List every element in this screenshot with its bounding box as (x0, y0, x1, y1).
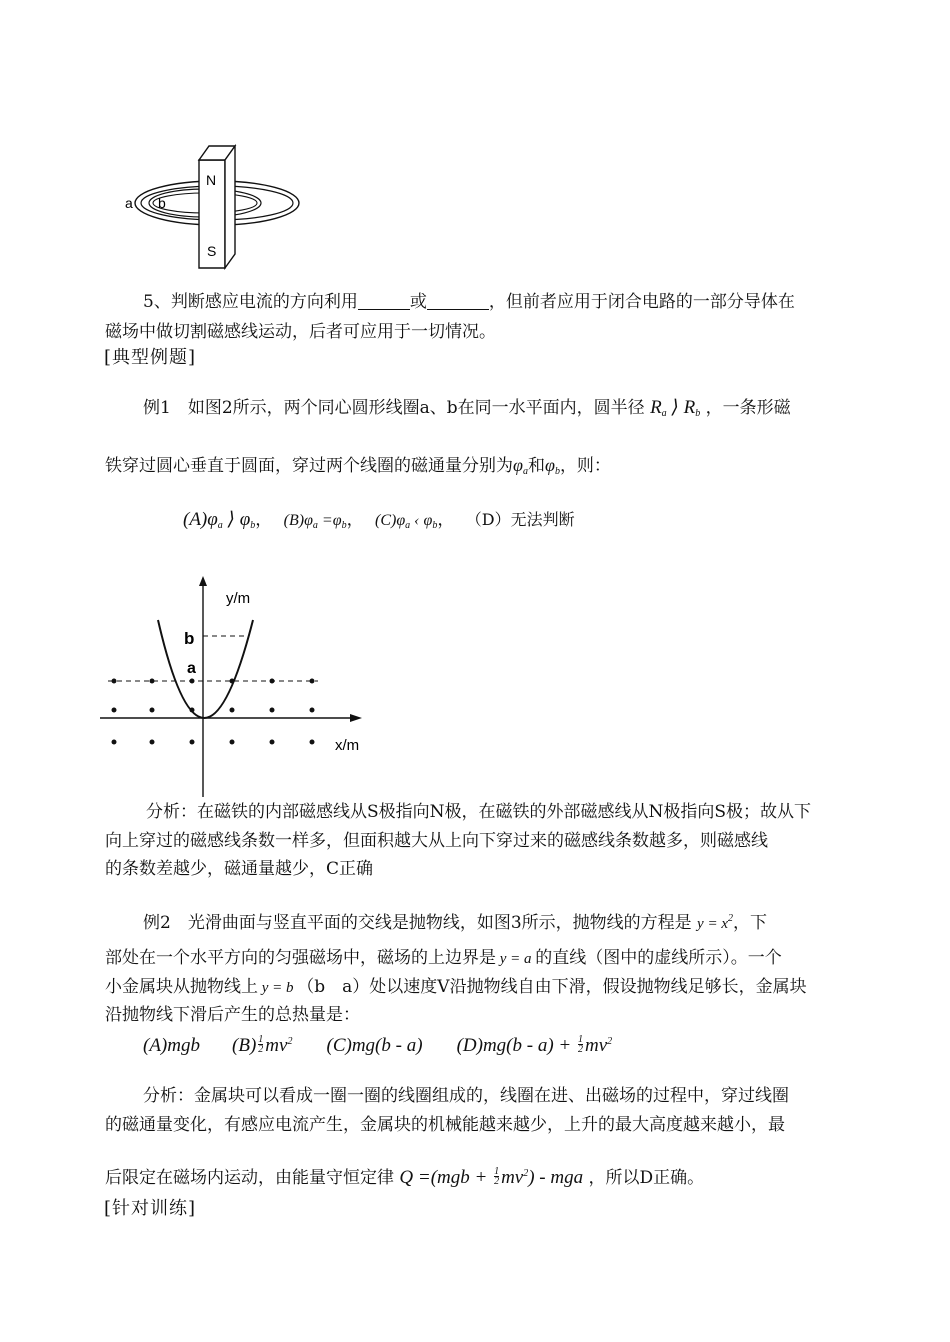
q5-line1 (143, 290, 795, 314)
field-dots (112, 679, 315, 745)
x-axis-arrow (350, 714, 362, 722)
q5-text-line2: 磁场中做切割磁感线运动，后者可应用于一切情况。 (105, 322, 496, 342)
ex1-text-post: ，一条形磁 (705, 398, 791, 418)
label-s: S (207, 243, 217, 259)
phi-a: $\varphi_a$ (513, 455, 528, 477)
ex1-line2-pre: 铁穿过圆心垂直于圆面，穿过两个线圈的磁通量分别为 (105, 456, 513, 476)
y-axis-arrow (199, 576, 207, 586)
boundary-equation: y = a (496, 951, 536, 967)
x-axis-label: x/m (335, 737, 360, 754)
analysis1-line2: 向上穿过的磁感线条数一样多，但面积越大从上向下穿过来的磁感线条数越多，则磁感线 (105, 831, 768, 851)
parabola-figure (100, 572, 380, 802)
blank-2 (427, 292, 489, 310)
ex1-line2-mid: 和 (527, 456, 545, 476)
section-typical-heading: [典型例题] (104, 347, 197, 368)
label-n: N (206, 172, 217, 188)
q5-line2 (105, 320, 496, 344)
q5-text-or: 或 (409, 292, 427, 312)
ex1-options: $(A)\varphi_a$ ⟩ $\varphi_b$， $(B)\varphi_a =\varphi_b$， $(C)\varphi_a$ ‹ $\varphi_b$， （D）无法判断 (183, 509, 575, 531)
ex2-option-d: (D)mg(b - a) + $\frac{1}{2}$ $mv^2$ (456, 1034, 613, 1056)
parabola-curve (158, 620, 253, 718)
analysis2-line1: 分析：金属块可以看成一圈一圈的线圈组成的，线圈在进、出磁场的过程中，穿过线圈 (143, 1086, 789, 1106)
q5-text-pre: 5、判断感应电流的方向利用 (143, 292, 358, 312)
frac-half-d: $\frac{1}{2}$ (577, 1034, 583, 1055)
ex1-option-c: $(C)\varphi_a$ ‹ $\varphi_b$ (374, 512, 438, 531)
ex2-line2: 部处在一个水平方向的匀强磁场中，磁场的上边界是 y = a 的直线（图中的虚线所示）。一个 (105, 948, 782, 968)
section-training-heading: [针对训练] (104, 1198, 197, 1219)
analysis2-line2: 的磁通量变化，有感应电流产生，金属块的机械能越来越少，上升的最大高度越来越小，最 (105, 1115, 785, 1135)
ex2-option-c: (C)mg(b - a) (326, 1035, 423, 1056)
phi-b: $\varphi_b$ (544, 455, 560, 477)
point-b-label: b (184, 629, 195, 648)
point-a-label: a (187, 660, 196, 677)
magnet-rings-figure (115, 138, 305, 273)
label-b: b (158, 195, 166, 211)
ex1-option-b: $(B)\varphi_a =\varphi_b$ (283, 512, 347, 531)
ex1-line2-post: ，则： (559, 456, 611, 476)
analysis1-line3: 的条数差越少，磁通量越少，C正确 (105, 859, 374, 879)
label-a: a (125, 195, 133, 211)
ex1-option-a: $(A)\varphi_a$ ⟩ $\varphi_b$ (183, 509, 256, 531)
blank-1 (358, 292, 410, 310)
frac-half-q: $\frac{1}{2}$ (494, 1166, 500, 1187)
analysis2-line3: 后限定在磁场内运动，由能量守恒定律 Q =(mgb + $\frac{1}{2}$ $mv^2$) - mga ，所以D正确。 (105, 1166, 705, 1188)
energy-formula: Q =(mgb + $\frac{1}{2}$ $mv^2$) - mga (399, 1166, 584, 1188)
magnet-side (225, 146, 235, 268)
parabola-equation: $y = x^2$ (697, 913, 733, 932)
ex2-line3: 小金属块从抛物线上 y = b （b a）处以速度V沿抛物线自由下滑，假设抛物线足够长，金属块 (105, 977, 807, 997)
ex1-line2 (105, 453, 611, 484)
q5-text-post: ，但前者应用于闭合电路的一部分导体在 (488, 292, 795, 312)
ex1-text-pre: 例1 如图2所示，两个同心圆形线圈a、b在同一水平面内，圆半径 (143, 398, 645, 418)
ex1-option-d: （D）无法判断 (465, 510, 575, 529)
ex2-line4: 沿抛物线下滑后产生的总热量是： (105, 1005, 360, 1025)
start-equation: y = b (258, 980, 298, 996)
analysis1-line1: 分析：在磁铁的内部磁感线从S极指向N极，在磁铁的外部磁感线从N极指向S极；故从下 (146, 802, 812, 822)
ex1-line1 (143, 396, 791, 426)
frac-half-b: $\frac{1}{2}$ (258, 1034, 264, 1055)
ex2-line1: 例2 光滑曲面与竖直平面的交线是抛物线，如图3所示，抛物线的方程是 $y = x^2$，下 (143, 913, 767, 933)
ex2-option-a: (A)mgb (143, 1035, 200, 1056)
y-axis-label: y/m (226, 590, 251, 607)
ex1-radius-formula: $R_a$ ⟩ $R_b$ (650, 397, 701, 419)
ex2-options (143, 1030, 612, 1058)
ex2-option-b: (B) $\frac{1}{2}$ $mv^2$ (232, 1034, 293, 1056)
